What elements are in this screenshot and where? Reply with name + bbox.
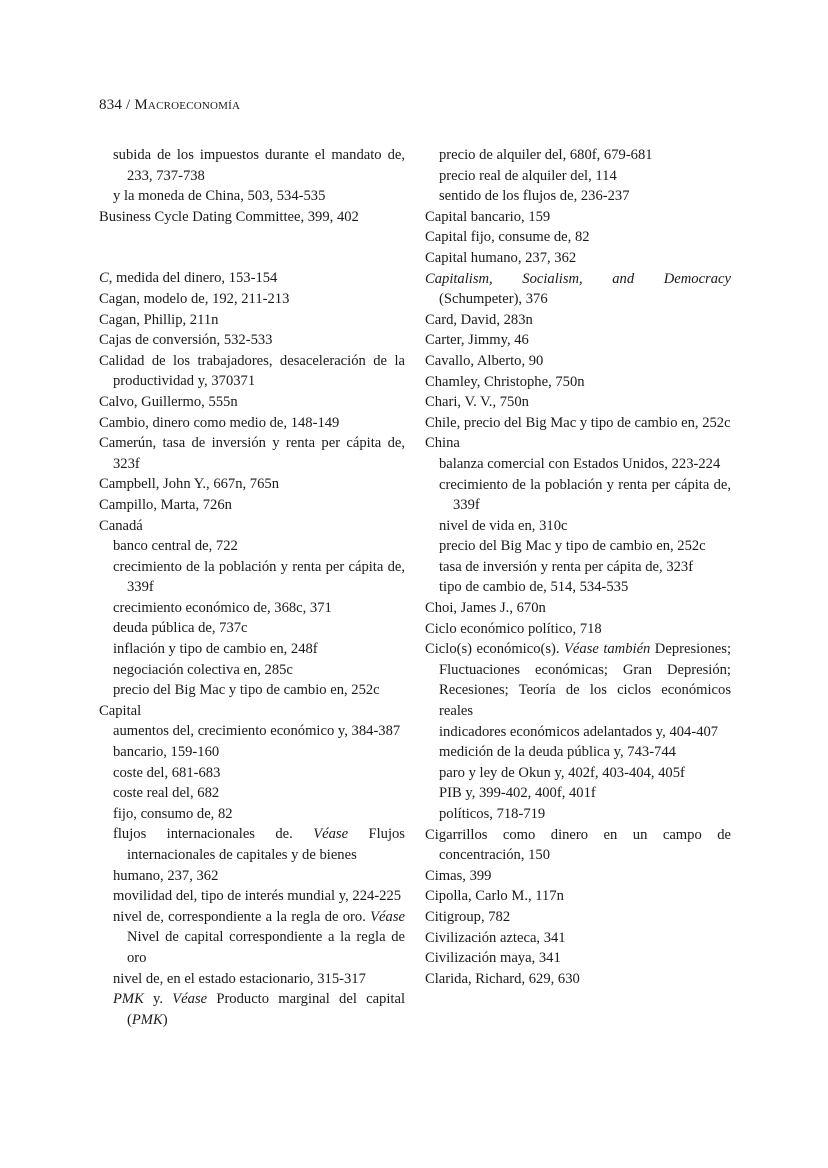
entry-text: deuda pública de, 737c [113, 620, 248, 637]
entry-text: Ciclo económico político, 718 [425, 620, 602, 637]
entry-text: Cavallo, Alberto, 90 [425, 352, 544, 369]
index-entry [425, 886, 731, 907]
entry-text-after: Producto marginal del capital ( [127, 991, 405, 1028]
entry-text: nivel de, correspondiente a la regla de oro. [113, 908, 371, 925]
entry-text: Cipolla, Carlo M., 117n [425, 888, 564, 905]
index-entry [99, 330, 405, 351]
entry-text-after: Nivel de capital correspondiente a la regla de oro [127, 929, 405, 966]
index-subentry [439, 742, 731, 763]
entry-text: PIB y, 399-402, 400f, 401f [439, 785, 596, 802]
entry-text: negociación colectiva en, 285c [113, 661, 293, 678]
entry-text: Cigarrillos como dinero en un campo de concentración, 150 [425, 826, 731, 864]
running-head [99, 97, 240, 114]
index-subentry [113, 989, 405, 1030]
entry-text: indicadores económicos adelantados y, 404-407 [439, 723, 719, 740]
entry-text: Chamley, Christophe, 750n [425, 373, 585, 390]
entry-text: Card, David, 283n [425, 311, 533, 328]
entry-text: Camerún, tasa de inversión y renta per cápita de, 323f [99, 435, 405, 472]
entry-text: Calvo, Guillermo, 555n [99, 393, 238, 410]
entry-text: y la moneda de China, 503, 534-535 [113, 188, 326, 205]
index-subentry [113, 618, 405, 639]
entry-text: Civilización azteca, 341 [425, 929, 566, 946]
entry-text: bancario, 159-160 [113, 744, 220, 761]
index-subentry [439, 145, 731, 166]
index-subentry [113, 145, 405, 186]
index-subentry [439, 454, 731, 475]
index-subentry [113, 886, 405, 907]
entry-text: Business Cycle Dating Committee, 399, 402 [99, 208, 359, 225]
entry-text: Capital fijo, consume de, 82 [425, 229, 590, 246]
entry-text: Cambio, dinero como medio de, 148-149 [99, 414, 340, 431]
entry-italic-end: PMK [131, 1011, 163, 1028]
index-entry [99, 495, 405, 516]
entry-text: precio real de alquiler del, 114 [439, 167, 617, 184]
entry-text: Citigroup, 782 [425, 908, 511, 925]
index-entry [99, 516, 405, 537]
page-number: 834 [99, 97, 123, 113]
entry-text: Civilización maya, 341 [425, 950, 561, 967]
index-entry [425, 969, 731, 990]
index-entry [425, 207, 731, 228]
entry-text: tasa de inversión y renta per cápita de, 323f [439, 558, 694, 575]
entry-text: Capital humano, 237, 362 [425, 249, 577, 266]
index-entry [99, 207, 405, 228]
index-entry [99, 701, 405, 722]
entry-text: Capital bancario, 159 [425, 208, 551, 225]
entry-text-end: ) [162, 1011, 168, 1028]
entry-text: Capital [99, 702, 142, 719]
entry-text: crecimiento de la población y renta per cápita de, 339f [439, 476, 731, 514]
index-entry [425, 392, 731, 413]
index-subentry [113, 783, 405, 804]
index-entry [99, 474, 405, 495]
index-subentry [113, 660, 405, 681]
entry-text: nivel de, en el estado estacionario, 315-317 [113, 970, 366, 987]
entry-italic-mid: Véase también [564, 641, 651, 658]
entry-text: Cagan, Phillip, 211n [99, 311, 219, 328]
entry-text: tipo de cambio de, 514, 534-535 [439, 579, 629, 596]
entry-text: subida de los impuestos durante el mandato de, 233, 737-738 [113, 147, 405, 184]
entry-italic-prefix: Capitalism, Socialism, and Democracy [425, 270, 731, 287]
index-subentry [439, 166, 731, 187]
index-subentry [439, 516, 731, 537]
index-subentry [113, 866, 405, 887]
entry-text: Clarida, Richard, 629, 630 [425, 970, 580, 987]
entry-text: medición de la deuda pública y, 743-744 [439, 744, 676, 761]
index-entry [425, 907, 731, 928]
entry-text: sentido de los flujos de, 236-237 [439, 188, 630, 205]
index-entry [99, 268, 405, 289]
index-subentry [113, 598, 405, 619]
index-entry [425, 948, 731, 969]
entry-text: aumentos del, crecimiento económico y, 384-387 [113, 723, 401, 740]
index-entry [99, 310, 405, 331]
letter-section-gap [99, 227, 405, 268]
index-entry [425, 310, 731, 331]
index-subentry [439, 804, 731, 825]
entry-text: y. [143, 991, 173, 1008]
entry-text: fijo, consumo de, 82 [113, 805, 233, 822]
entry-text: inflación y tipo de cambio en, 248f [113, 641, 318, 658]
index-entry [99, 392, 405, 413]
index-entry [425, 825, 731, 866]
index-entry [425, 928, 731, 949]
index-entry [425, 866, 731, 887]
index-subentry [439, 557, 731, 578]
index-subentry [439, 536, 731, 557]
entry-text: (Schumpeter), 376 [439, 291, 548, 308]
index-entry [425, 433, 731, 454]
index-subentry [113, 680, 405, 701]
index-subentry [439, 763, 731, 784]
index-subentry [113, 721, 405, 742]
index-subentry [439, 783, 731, 804]
entry-text: precio del Big Mac y tipo de cambio en, 252c [439, 538, 706, 555]
entry-text: Calidad de los trabajadores, desaceleración de la productividad y, 370371 [99, 352, 405, 390]
book-title: Macroeconomía [134, 97, 241, 113]
index-entry [425, 619, 731, 640]
index-column-left [99, 145, 405, 1030]
index-entry [99, 289, 405, 310]
entry-italic-prefix: PMK [113, 991, 144, 1008]
index-subentry [113, 186, 405, 207]
entry-italic-mid: Véase [370, 908, 405, 925]
index-subentry [439, 722, 731, 743]
entry-text: Carter, Jimmy, 46 [425, 332, 529, 349]
index-entry [425, 639, 731, 721]
entry-text: precio del Big Mac y tipo de cambio en, 252c [113, 682, 380, 699]
entry-text: Cagan, modelo de, 192, 211-213 [99, 290, 290, 307]
index-subentry [113, 763, 405, 784]
index-subentry [439, 475, 731, 516]
index-entry [425, 413, 731, 434]
entry-text: Campbell, John Y., 667n, 765n [99, 476, 279, 493]
entry-text: políticos, 718-719 [439, 806, 546, 822]
index-subentry [113, 804, 405, 825]
entry-text: movilidad del, tipo de interés mundial y, 224-225 [113, 888, 402, 905]
entry-italic-mid: Véase [313, 826, 349, 843]
index-subentry [113, 907, 405, 969]
index-subentry [113, 969, 405, 990]
index-subentry [113, 536, 405, 557]
index-entry [99, 413, 405, 434]
entry-text: crecimiento económico de, 368c, 371 [113, 599, 332, 616]
entry-text: balanza comercial con Estados Unidos, 223-224 [439, 455, 721, 472]
index-entry [425, 227, 731, 248]
index-subentry [439, 577, 731, 598]
index-subentry [439, 186, 731, 207]
entry-text: Chile, precio del Big Mac y tipo de cambio en, 252c [425, 414, 731, 431]
index-entry [425, 248, 731, 269]
index-column-right [425, 145, 731, 989]
index-entry [425, 330, 731, 351]
entry-italic-prefix: C [99, 270, 109, 287]
entry-italic-mid: Véase [172, 991, 208, 1008]
entry-text: , medida del dinero, 153-154 [108, 270, 278, 287]
entry-text: flujos internacionales de. [113, 826, 314, 843]
entry-text: Cajas de conversión, 532-533 [99, 332, 273, 349]
entry-text: Campillo, Marta, 726n [99, 496, 232, 513]
entry-text: crecimiento de la población y renta per cápita de, 339f [113, 558, 405, 596]
entry-text: Cimas, 399 [425, 867, 492, 884]
index-entry [425, 598, 731, 619]
entry-text: nivel de vida en, 310c [439, 517, 568, 534]
header-separator: / [122, 97, 135, 113]
entry-text: humano, 237, 362 [113, 867, 219, 884]
index-entry [425, 372, 731, 393]
entry-text: precio de alquiler del, 680f, 679-681 [439, 147, 653, 163]
entry-text-after: Flujos internacionales de capitales y de bienes [127, 826, 405, 863]
entry-text: China [425, 435, 460, 452]
index-entry [99, 433, 405, 474]
entry-text: Ciclo(s) económico(s). [425, 641, 565, 658]
index-subentry [113, 824, 405, 865]
entry-text: Canadá [99, 517, 143, 534]
index-subentry [113, 639, 405, 660]
entry-text: Chari, V. V., 750n [425, 394, 529, 411]
index-entry [425, 269, 731, 310]
entry-text: Choi, James J., 670n [425, 600, 546, 617]
entry-text: coste del, 681-683 [113, 764, 221, 781]
entry-text-after: Depresiones; Fluctuaciones económicas; Gran Depresión; Recesiones; Teoría de los ciclos económicos reales [439, 641, 731, 720]
index-entry [425, 351, 731, 372]
index-entry [99, 351, 405, 392]
entry-text: coste real del, 682 [113, 785, 220, 802]
index-subentry [113, 557, 405, 598]
index-subentry [113, 742, 405, 763]
entry-text: banco central de, 722 [113, 538, 238, 555]
entry-text: paro y ley de Okun y, 402f, 403-404, 405f [439, 764, 685, 781]
